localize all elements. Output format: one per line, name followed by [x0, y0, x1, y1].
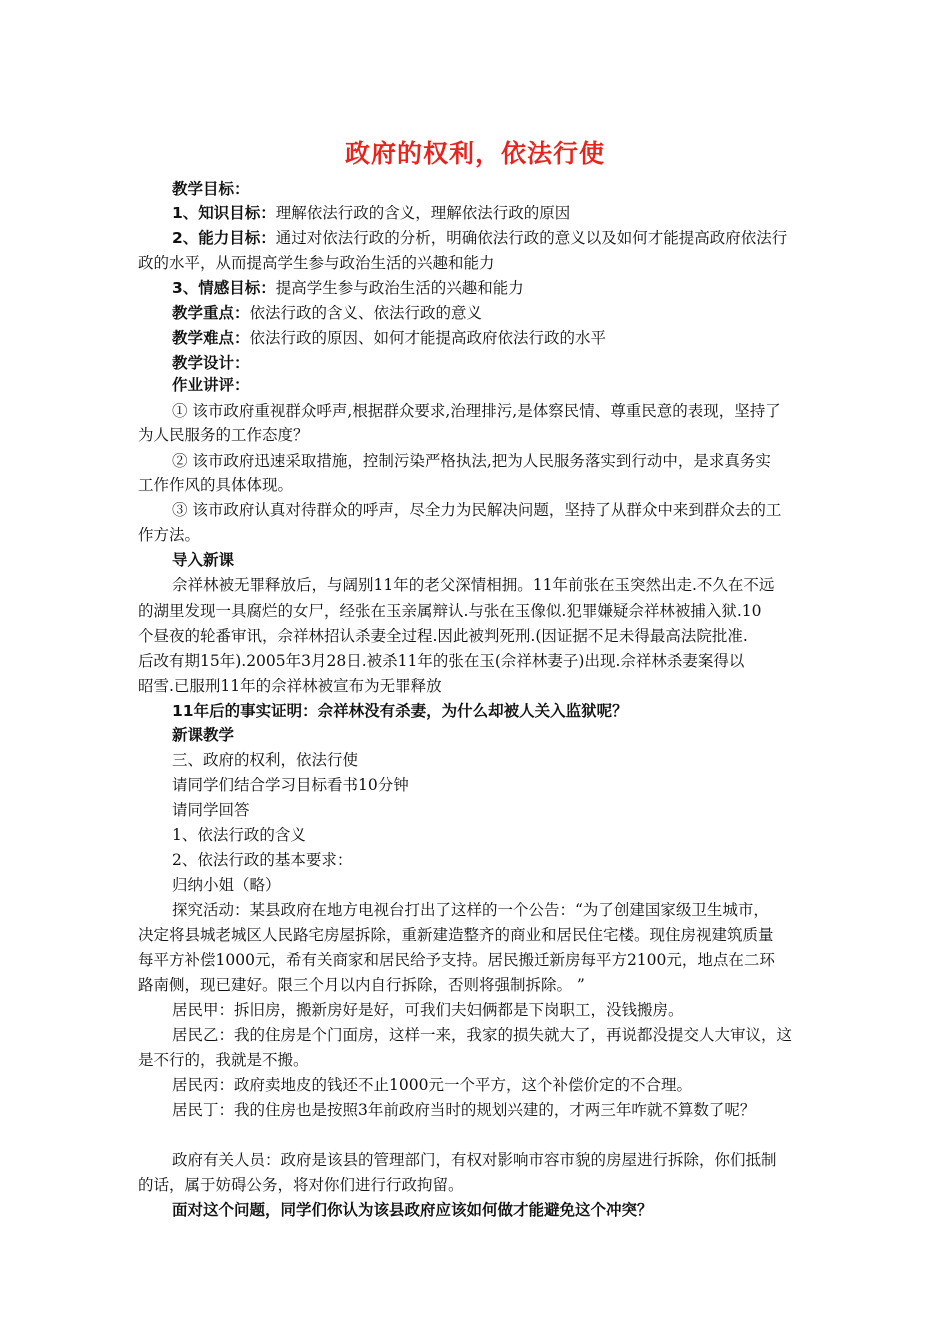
- paragraph-line: 2、依法行政的基本要求：: [172, 851, 353, 869]
- paragraph-line: 作方法。: [138, 526, 201, 544]
- page-title: 政府的权利，依法行使: [344, 139, 605, 168]
- paragraph-line: 路南侧，现已建好。限三个月以内自行拆除，否则将强制拆除。 ”: [138, 976, 585, 994]
- heading-homework: 作业讲评：: [172, 376, 250, 394]
- objective-knowledge: [172, 202, 828, 224]
- paragraph-line: 居民乙：我的住房是个门面房，这样一来，我家的损失就大了，再说都没提交人大审议，这: [172, 1026, 793, 1044]
- paragraph-line: 政府有关人员：政府是该县的管理部门，有权对影响市容市貌的房屋进行拆除，你们抵制: [172, 1151, 777, 1169]
- text: 理解依法行政的含义，理解依法行政的原因: [275, 204, 571, 222]
- label: 2、能力目标：: [172, 229, 276, 247]
- paragraph-line: 居民甲：拆旧房，搬新房好是好，可我们夫妇俩都是下岗职工，没钱搬房。: [172, 1001, 684, 1019]
- paragraph-line: 为人民服务的工作态度？: [138, 426, 309, 444]
- paragraph-line: 归纳小姐（略）: [172, 876, 281, 894]
- teaching-focus: [172, 302, 828, 324]
- paragraph-line: ③ 该市政府认真对待群众的呼声，尽全力为民解决问题，坚持了从群众中来到群众去的工: [172, 501, 782, 519]
- paragraph-line: 居民丁：我的住房也是按照3年前政府当时的规划兴建的，才两三年咋就不算数了呢？: [172, 1101, 756, 1119]
- heading-new-lesson: 新课教学: [172, 726, 235, 744]
- label: 教学重点：: [172, 304, 250, 322]
- paragraph-line: 的湖里发现一具腐烂的女尸，经张在玉亲属辩认.与张在玉像似.犯罪嫌疑佘祥林被捕入狱.10: [138, 602, 762, 620]
- paragraph-line: 请同学们结合学习目标看书10分钟: [172, 776, 409, 794]
- question-heading: 11年后的事实证明：佘祥林没有杀妻，为什么却被人关入监狱呢？: [172, 702, 628, 720]
- paragraph-line: 三、政府的权利，依法行使: [172, 751, 359, 769]
- text: 依法行政的原因、如何才能提高政府依法行政的水平: [249, 329, 607, 347]
- paragraph-line: 每平方补偿1000元，希有关商家和居民给予支持。居民搬迁新房每平方2100元，地点在二环: [138, 951, 775, 969]
- objective-emotion: [172, 277, 828, 299]
- paragraph-line: 个昼夜的轮番审讯，佘祥林招认杀妻全过程.因此被判死刑.(因证据不足未得最高法院批准.: [138, 627, 748, 645]
- label: 教学难点：: [172, 329, 250, 347]
- paragraph-line: 政的水平，从而提高学生参与政治生活的兴趣和能力: [138, 254, 495, 272]
- heading-intro: 导入新课: [172, 551, 235, 569]
- text: 提高学生参与政治生活的兴趣和能力: [275, 279, 524, 297]
- text: 依法行政的含义、依法行政的意义: [249, 304, 483, 322]
- teaching-difficulty: [172, 327, 828, 349]
- paragraph-line: 居民丙：政府卖地皮的钱还不止1000元一个平方，这个补偿价定的不合理。: [172, 1076, 692, 1094]
- paragraph-line: 请同学回答: [172, 801, 250, 819]
- label: 1、知识目标：: [172, 204, 276, 222]
- paragraph-line: ① 该市政府重视群众呼声,根据群众要求,治理排污,是体察民情、尊重民意的表现，坚持了: [172, 402, 781, 420]
- paragraph-line: 后改有期15年).2005年3月28日.被杀11年的张在玉(佘祥林妻子)出现.佘祥林杀妻案得以: [138, 652, 745, 670]
- paragraph-line: 1、依法行政的含义: [172, 826, 306, 844]
- objective-ability: [172, 227, 828, 249]
- text: 通过对依法行政的分析，明确依法行政的意义以及如何才能提高政府依法行: [275, 229, 788, 247]
- paragraph-line: ② 该市政府迅速采取措施，控制污染严格执法,把为人民服务落实到行动中，是求真务实: [172, 452, 771, 470]
- paragraph-line: 是不行的，我就是不搬。: [138, 1051, 309, 1069]
- heading-objectives: 教学目标：: [172, 180, 250, 198]
- paragraph-line: 昭雪.已服刑11年的佘祥林被宣布为无罪释放: [138, 677, 442, 695]
- closing-question: 面对这个问题，同学们你认为该县政府应该如何做才能避免这个冲突？: [172, 1201, 653, 1219]
- paragraph-line: 佘祥林被无罪释放后，与阔别11年的老父深情相拥。11年前张在玉突然出走.不久在不远: [172, 576, 775, 594]
- label: 3、情感目标：: [172, 279, 276, 297]
- heading-design: 教学设计：: [172, 354, 250, 372]
- paragraph-line: 决定将县城老城区人民路宅房屋拆除，重新建造整齐的商业和居民住宅楼。现住房视建筑质量: [138, 926, 774, 944]
- paragraph-line: 的话，属于妨碍公务，将对你们进行行政拘留。: [138, 1176, 464, 1194]
- paragraph-line: 探究活动：某县政府在地方电视台打出了这样的一个公告：“为了创建国家级卫生城市，: [172, 901, 769, 919]
- paragraph-line: 工作作风的具体体现。: [138, 476, 294, 494]
